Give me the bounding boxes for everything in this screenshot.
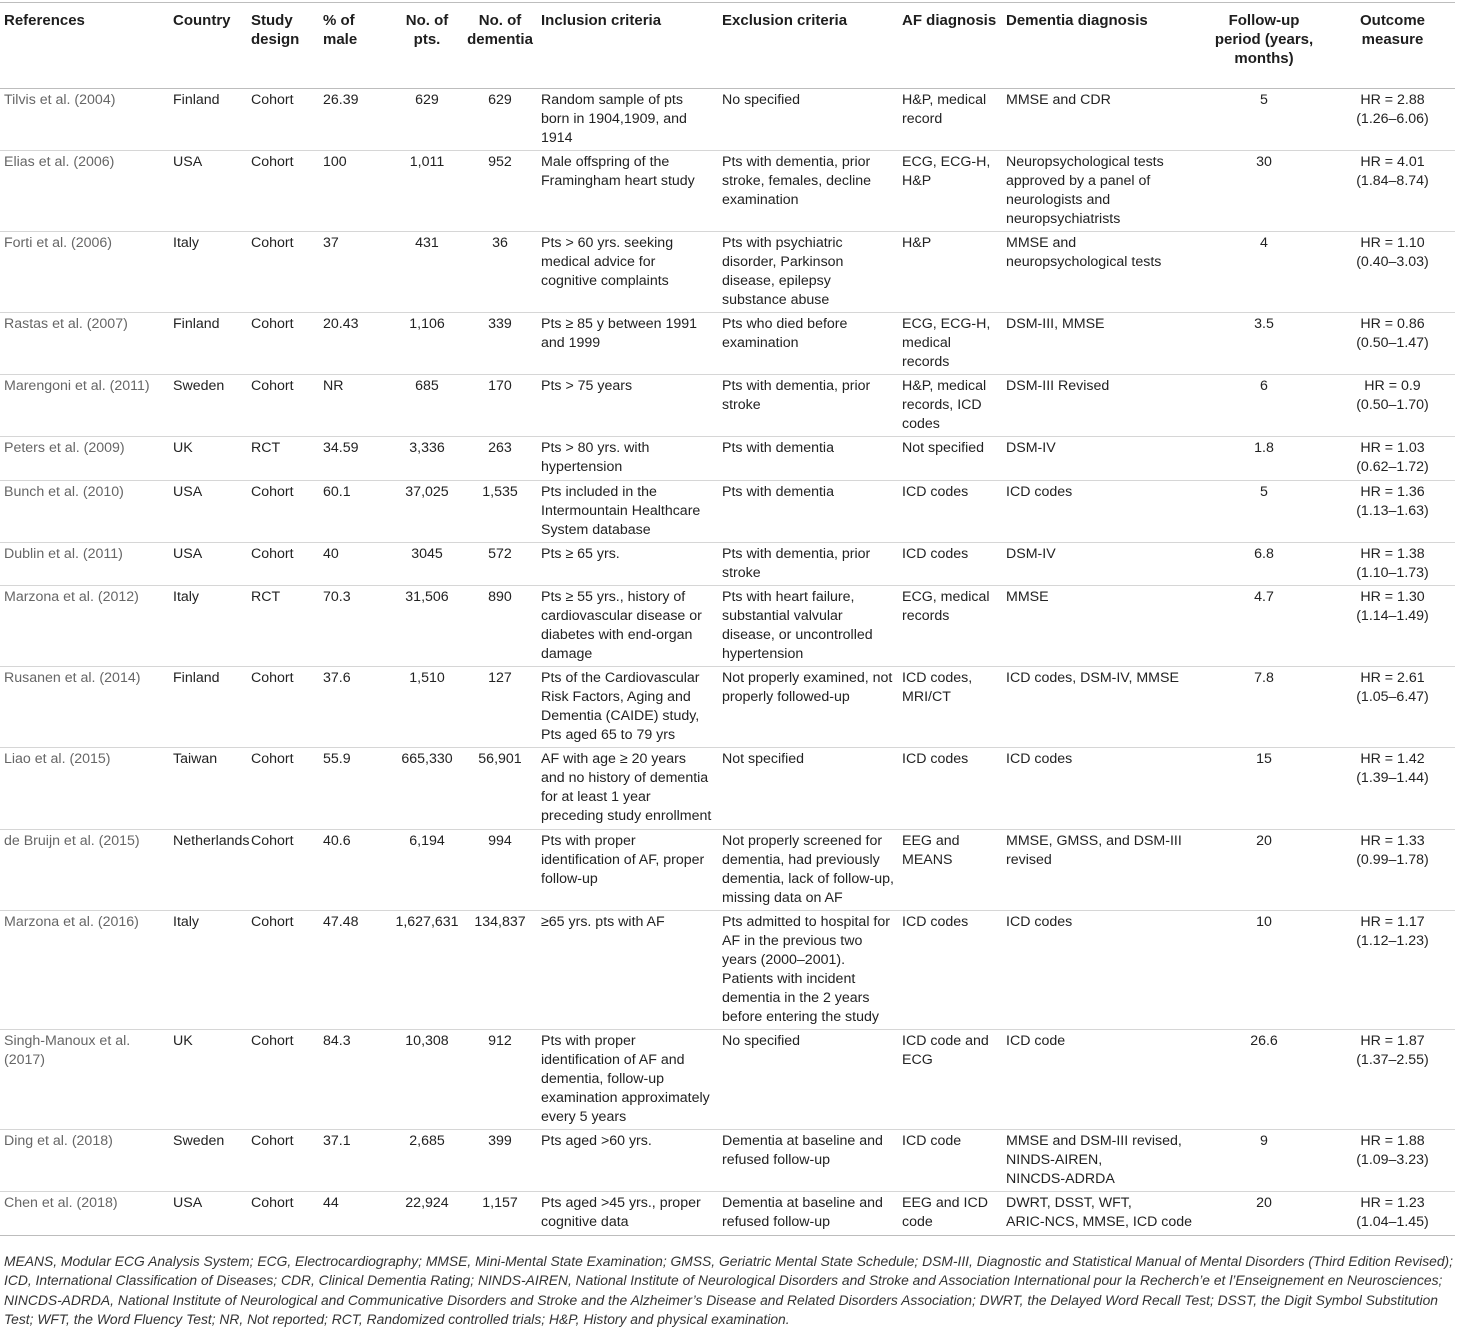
cell-follow-up: 20 <box>1198 1192 1330 1235</box>
cell-country: Finland <box>168 88 246 150</box>
cell-af-diagnosis: ECG, ECG-H, medical records <box>897 313 1001 375</box>
cell-af-diagnosis: ECG, ECG-H, H&P <box>897 150 1001 231</box>
cell-study-design: Cohort <box>246 1192 318 1235</box>
cell-af-diagnosis: EEG and ICD code <box>897 1192 1001 1235</box>
cell-no-dementia: 339 <box>464 313 536 375</box>
cell-af-diagnosis: ICD codes <box>897 542 1001 585</box>
table-row <box>0 1130 1455 1192</box>
cell-pct-male: 40 <box>318 542 390 585</box>
cell-country: UK <box>168 437 246 480</box>
cell-dementia-diagnosis: MMSE and DSM-III revised, NINDS-AIREN, NINCDS-ADRDA <box>1001 1130 1198 1192</box>
cell-reference[interactable]: Liao et al. (2015) <box>0 748 168 829</box>
cell-inclusion-criteria: Pts > 80 yrs. with hypertension <box>536 437 717 480</box>
cell-follow-up: 4 <box>1198 231 1330 312</box>
cell-exclusion-criteria: No specified <box>717 1029 897 1129</box>
cell-exclusion-criteria: Pts with dementia <box>717 480 897 542</box>
cell-outcome-measure: HR = 2.88 (1.26–6.06) <box>1330 88 1455 150</box>
cell-outcome-measure: HR = 1.88 (1.09–3.23) <box>1330 1130 1455 1192</box>
cell-follow-up: 3.5 <box>1198 313 1330 375</box>
header-percent-male: % of male <box>318 3 390 89</box>
cell-af-diagnosis: H&P <box>897 231 1001 312</box>
header-references: References <box>0 3 168 89</box>
cell-country: Sweden <box>168 1130 246 1192</box>
cell-no-pts: 37,025 <box>390 480 464 542</box>
cell-follow-up: 6 <box>1198 375 1330 437</box>
cell-exclusion-criteria: Pts with dementia <box>717 437 897 480</box>
header-number-of-patients: No. of pts. <box>390 3 464 89</box>
cell-study-design: Cohort <box>246 829 318 910</box>
cell-outcome-measure: HR = 1.30 (1.14–1.49) <box>1330 586 1455 667</box>
footnote-line: NINCDS-ADRDA, National Institute of Neurological and Communicative Disorders and Stroke and the Alzheimer’s Disease and Related Disorders Association; DWRT, the Delayed Word Recall Test; DSST, the Digit Symbol Substitution <box>4 1291 1438 1308</box>
cell-study-design: Cohort <box>246 231 318 312</box>
cell-reference[interactable]: Elias et al. (2006) <box>0 150 168 231</box>
cell-af-diagnosis: ICD code and ECG <box>897 1029 1001 1129</box>
cell-study-design: Cohort <box>246 542 318 585</box>
table-row <box>0 231 1455 312</box>
cell-af-diagnosis: ICD codes <box>897 748 1001 829</box>
cell-follow-up: 4.7 <box>1198 586 1330 667</box>
table-row <box>0 437 1455 480</box>
cell-pct-male: 37.6 <box>318 667 390 748</box>
cell-exclusion-criteria: Dementia at baseline and refused follow-up <box>717 1130 897 1192</box>
cell-inclusion-criteria: Pts with proper identification of AF and dementia, follow-up examination approximately every 5 years <box>536 1029 717 1129</box>
cell-study-design: Cohort <box>246 667 318 748</box>
cell-no-dementia: 263 <box>464 437 536 480</box>
cell-no-dementia: 1,157 <box>464 1192 536 1235</box>
data-table <box>0 2 1455 1236</box>
cell-exclusion-criteria: Pts with dementia, prior stroke, females, decline examination <box>717 150 897 231</box>
cell-country: USA <box>168 480 246 542</box>
cell-inclusion-criteria: Pts ≥ 65 yrs. <box>536 542 717 585</box>
cell-no-dementia: 127 <box>464 667 536 748</box>
cell-no-dementia: 952 <box>464 150 536 231</box>
cell-reference[interactable]: Marengoni et al. (2011) <box>0 375 168 437</box>
cell-inclusion-criteria: Pts aged >45 yrs., proper cognitive data <box>536 1192 717 1235</box>
header-exclusion-criteria: Exclusion criteria <box>717 3 897 89</box>
cell-no-pts: 31,506 <box>390 586 464 667</box>
cell-study-design: Cohort <box>246 910 318 1029</box>
table-header <box>0 3 1455 89</box>
header-outcome-measure: Outcome measure <box>1330 3 1455 89</box>
cell-follow-up: 7.8 <box>1198 667 1330 748</box>
header-follow-up-period: Follow-up period (years, months) <box>1198 3 1330 89</box>
cell-no-pts: 629 <box>390 88 464 150</box>
cell-no-dementia: 890 <box>464 586 536 667</box>
cell-country: Italy <box>168 586 246 667</box>
header-study-design: Study design <box>246 3 318 89</box>
cell-study-design: RCT <box>246 437 318 480</box>
cell-dementia-diagnosis: DSM-III Revised <box>1001 375 1198 437</box>
cell-country: USA <box>168 542 246 585</box>
table-footnote <box>4 1252 1456 1329</box>
cell-inclusion-criteria: Pts > 75 years <box>536 375 717 437</box>
cell-exclusion-criteria: Pts with heart failure, substantial valvular disease, or uncontrolled hypertension <box>717 586 897 667</box>
cell-study-design: Cohort <box>246 480 318 542</box>
table-row <box>0 542 1455 585</box>
cell-exclusion-criteria: Pts with psychiatric disorder, Parkinson disease, epilepsy substance abuse <box>717 231 897 312</box>
cell-study-design: RCT <box>246 586 318 667</box>
cell-dementia-diagnosis: ICD codes <box>1001 910 1198 1029</box>
cell-follow-up: 5 <box>1198 480 1330 542</box>
cell-country: Taiwan <box>168 748 246 829</box>
cell-inclusion-criteria: AF with age ≥ 20 years and no history of dementia for at least 1 year preceding study enrollment <box>536 748 717 829</box>
cell-reference[interactable]: Tilvis et al. (2004) <box>0 88 168 150</box>
cell-exclusion-criteria: Not properly screened for dementia, had previously dementia, lack of follow-up, missing data on AF <box>717 829 897 910</box>
cell-inclusion-criteria: Pts ≥ 55 yrs., history of cardiovascular disease or diabetes with end-organ damage <box>536 586 717 667</box>
cell-pct-male: 34.59 <box>318 437 390 480</box>
cell-pct-male: NR <box>318 375 390 437</box>
cell-reference[interactable]: Rastas et al. (2007) <box>0 313 168 375</box>
header-af-diagnosis: AF diagnosis <box>897 3 1001 89</box>
header-number-of-dementia: No. of dementia <box>464 3 536 89</box>
cell-inclusion-criteria: Pts with proper identification of AF, proper follow-up <box>536 829 717 910</box>
cell-no-pts: 1,510 <box>390 667 464 748</box>
table-row <box>0 1029 1455 1129</box>
cell-exclusion-criteria: Pts with dementia, prior stroke <box>717 542 897 585</box>
cell-dementia-diagnosis: MMSE and CDR <box>1001 88 1198 150</box>
header-dementia-diagnosis: Dementia diagnosis <box>1001 3 1198 89</box>
cell-reference[interactable]: Rusanen et al. (2014) <box>0 667 168 748</box>
cell-no-dementia: 572 <box>464 542 536 585</box>
cell-no-dementia: 629 <box>464 88 536 150</box>
table-row <box>0 829 1455 910</box>
cell-country: UK <box>168 1029 246 1129</box>
footnote-line: Test; WFT, the Word Fluency Test; NR, Not reported; RCT, Randomized controlled trials; H&P, History and physical examination. <box>4 1310 790 1327</box>
header-country: Country <box>168 3 246 89</box>
cell-outcome-measure: HR = 1.36 (1.13–1.63) <box>1330 480 1455 542</box>
cell-reference[interactable]: Singh-Manoux et al. (2017) <box>0 1029 168 1129</box>
cell-reference[interactable]: Chen et al. (2018) <box>0 1192 168 1235</box>
cell-dementia-diagnosis: DSM-IV <box>1001 542 1198 585</box>
table-row <box>0 748 1455 829</box>
cell-no-dementia: 56,901 <box>464 748 536 829</box>
cell-follow-up: 6.8 <box>1198 542 1330 585</box>
cell-no-pts: 431 <box>390 231 464 312</box>
cell-no-pts: 22,924 <box>390 1192 464 1235</box>
cell-pct-male: 44 <box>318 1192 390 1235</box>
cell-reference[interactable]: Marzona et al. (2016) <box>0 910 168 1029</box>
cell-outcome-measure: HR = 0.9 (0.50–1.70) <box>1330 375 1455 437</box>
cell-follow-up: 20 <box>1198 829 1330 910</box>
cell-no-pts: 2,685 <box>390 1130 464 1192</box>
cell-dementia-diagnosis: ICD codes <box>1001 748 1198 829</box>
cell-outcome-measure: HR = 2.61 (1.05–6.47) <box>1330 667 1455 748</box>
cell-af-diagnosis: ICD codes, MRI/CT <box>897 667 1001 748</box>
cell-exclusion-criteria: Pts who died before examination <box>717 313 897 375</box>
cell-outcome-measure: HR = 1.38 (1.10–1.73) <box>1330 542 1455 585</box>
cell-inclusion-criteria: Pts ≥ 85 y between 1991 and 1999 <box>536 313 717 375</box>
cell-reference[interactable]: Dublin et al. (2011) <box>0 542 168 585</box>
cell-pct-male: 40.6 <box>318 829 390 910</box>
cell-dementia-diagnosis: DSM-IV <box>1001 437 1198 480</box>
header-row <box>0 3 1455 89</box>
cell-exclusion-criteria: Not properly examined, not properly followed-up <box>717 667 897 748</box>
cell-inclusion-criteria: Male offspring of the Framingham heart study <box>536 150 717 231</box>
cell-follow-up: 15 <box>1198 748 1330 829</box>
cell-country: Italy <box>168 231 246 312</box>
cell-dementia-diagnosis: MMSE, GMSS, and DSM-III revised <box>1001 829 1198 910</box>
cell-outcome-measure: HR = 1.23 (1.04–1.45) <box>1330 1192 1455 1235</box>
table-row <box>0 480 1455 542</box>
cell-no-pts: 665,330 <box>390 748 464 829</box>
cell-af-diagnosis: ECG, medical records <box>897 586 1001 667</box>
cell-follow-up: 10 <box>1198 910 1330 1029</box>
cell-pct-male: 37.1 <box>318 1130 390 1192</box>
cell-no-dementia: 994 <box>464 829 536 910</box>
cell-dementia-diagnosis: MMSE <box>1001 586 1198 667</box>
cell-exclusion-criteria: Not specified <box>717 748 897 829</box>
table-row <box>0 586 1455 667</box>
table-row <box>0 375 1455 437</box>
cell-country: Sweden <box>168 375 246 437</box>
cell-reference[interactable]: Bunch et al. (2010) <box>0 480 168 542</box>
cell-outcome-measure: HR = 1.03 (0.62–1.72) <box>1330 437 1455 480</box>
table-row <box>0 313 1455 375</box>
cell-no-dementia: 36 <box>464 231 536 312</box>
cell-study-design: Cohort <box>246 375 318 437</box>
cell-no-dementia: 134,837 <box>464 910 536 1029</box>
cell-no-dementia: 1,535 <box>464 480 536 542</box>
cell-country: USA <box>168 150 246 231</box>
cell-pct-male: 55.9 <box>318 748 390 829</box>
table-body <box>0 88 1455 1235</box>
table-row <box>0 667 1455 748</box>
cell-dementia-diagnosis: DSM-III, MMSE <box>1001 313 1198 375</box>
cell-country: Italy <box>168 910 246 1029</box>
cell-follow-up: 1.8 <box>1198 437 1330 480</box>
cell-country: USA <box>168 1192 246 1235</box>
cell-no-pts: 1,106 <box>390 313 464 375</box>
cell-follow-up: 30 <box>1198 150 1330 231</box>
cell-no-pts: 6,194 <box>390 829 464 910</box>
cell-outcome-measure: HR = 1.33 (0.99–1.78) <box>1330 829 1455 910</box>
cell-inclusion-criteria: Pts aged >60 yrs. <box>536 1130 717 1192</box>
cell-reference[interactable]: Marzona et al. (2012) <box>0 586 168 667</box>
cell-dementia-diagnosis: ICD code <box>1001 1029 1198 1129</box>
cell-pct-male: 60.1 <box>318 480 390 542</box>
cell-outcome-measure: HR = 1.87 (1.37–2.55) <box>1330 1029 1455 1129</box>
cell-dementia-diagnosis: DWRT, DSST, WFT, ARIC-NCS, MMSE, ICD code <box>1001 1192 1198 1235</box>
cell-inclusion-criteria: ≥65 yrs. pts with AF <box>536 910 717 1029</box>
cell-study-design: Cohort <box>246 150 318 231</box>
cell-reference[interactable]: Ding et al. (2018) <box>0 1130 168 1192</box>
cell-outcome-measure: HR = 1.42 (1.39–1.44) <box>1330 748 1455 829</box>
cell-inclusion-criteria: Random sample of pts born in 1904,1909, and 1914 <box>536 88 717 150</box>
cell-af-diagnosis: H&P, medical record <box>897 88 1001 150</box>
cell-no-pts: 3045 <box>390 542 464 585</box>
cell-no-pts: 1,011 <box>390 150 464 231</box>
cell-no-pts: 3,336 <box>390 437 464 480</box>
cell-outcome-measure: HR = 1.10 (0.40–3.03) <box>1330 231 1455 312</box>
cell-pct-male: 26.39 <box>318 88 390 150</box>
cell-outcome-measure: HR = 0.86 (0.50–1.47) <box>1330 313 1455 375</box>
cell-study-design: Cohort <box>246 1130 318 1192</box>
cell-dementia-diagnosis: ICD codes <box>1001 480 1198 542</box>
table-row <box>0 910 1455 1029</box>
cell-outcome-measure: HR = 1.17 (1.12–1.23) <box>1330 910 1455 1029</box>
cell-no-pts: 1,627,631 <box>390 910 464 1029</box>
cell-country: Finland <box>168 313 246 375</box>
cell-follow-up: 9 <box>1198 1130 1330 1192</box>
table-row <box>0 1192 1455 1235</box>
cell-af-diagnosis: ICD codes <box>897 480 1001 542</box>
cell-study-design: Cohort <box>246 1029 318 1129</box>
cell-study-design: Cohort <box>246 88 318 150</box>
footnote-line: ICD, International Classification of Diseases; CDR, Clinical Dementia Rating; NINDS-AIREN, National Institute of Neurological Disorders and Stroke and Association International pour la Recherch’e et l’Enseignement en Neurosciences; <box>4 1272 1443 1289</box>
cell-pct-male: 100 <box>318 150 390 231</box>
cell-af-diagnosis: H&P, medical records, ICD codes <box>897 375 1001 437</box>
cell-pct-male: 84.3 <box>318 1029 390 1129</box>
cell-pct-male: 70.3 <box>318 586 390 667</box>
cell-dementia-diagnosis: ICD codes, DSM-IV, MMSE <box>1001 667 1198 748</box>
cell-af-diagnosis: EEG and MEANS <box>897 829 1001 910</box>
cell-dementia-diagnosis: MMSE and neuropsychological tests <box>1001 231 1198 312</box>
cell-af-diagnosis: ICD codes <box>897 910 1001 1029</box>
cell-pct-male: 37 <box>318 231 390 312</box>
cell-pct-male: 47.48 <box>318 910 390 1029</box>
cell-exclusion-criteria: Pts admitted to hospital for AF in the previous two years (2000–2001). Patients with incident dementia in the 2 years before entering the study <box>717 910 897 1029</box>
cell-exclusion-criteria: Dementia at baseline and refused follow-up <box>717 1192 897 1235</box>
table-row <box>0 88 1455 150</box>
cell-follow-up: 26.6 <box>1198 1029 1330 1129</box>
cell-follow-up: 5 <box>1198 88 1330 150</box>
cell-outcome-measure: HR = 4.01 (1.84–8.74) <box>1330 150 1455 231</box>
cell-inclusion-criteria: Pts of the Cardiovascular Risk Factors, Aging and Dementia (CAIDE) study, Pts aged 65 to 79 yrs <box>536 667 717 748</box>
cell-country: Netherlands <box>168 829 246 910</box>
cell-reference[interactable]: de Bruijn et al. (2015) <box>0 829 168 910</box>
cell-inclusion-criteria: Pts included in the Intermountain Healthcare System database <box>536 480 717 542</box>
cell-no-pts: 685 <box>390 375 464 437</box>
cell-inclusion-criteria: Pts > 60 yrs. seeking medical advice for cognitive complaints <box>536 231 717 312</box>
cell-no-dementia: 399 <box>464 1130 536 1192</box>
table-row <box>0 150 1455 231</box>
cell-no-pts: 10,308 <box>390 1029 464 1129</box>
cell-no-dementia: 170 <box>464 375 536 437</box>
footnote-line: MEANS, Modular ECG Analysis System; ECG, Electrocardiography; MMSE, Mini-Mental State Examination; GMSS, Geriatric Mental State Schedule; DSM-III, Diagnostic and Statistical Manual of Mental Disorders (Third Edition Revised); <box>4 1253 1454 1269</box>
cell-pct-male: 20.43 <box>318 313 390 375</box>
cell-study-design: Cohort <box>246 748 318 829</box>
cell-no-dementia: 912 <box>464 1029 536 1129</box>
cell-exclusion-criteria: No specified <box>717 88 897 150</box>
header-inclusion-criteria: Inclusion criteria <box>536 3 717 89</box>
cell-study-design: Cohort <box>246 313 318 375</box>
cell-country: Finland <box>168 667 246 748</box>
cell-exclusion-criteria: Pts with dementia, prior stroke <box>717 375 897 437</box>
cell-af-diagnosis: ICD code <box>897 1130 1001 1192</box>
cell-af-diagnosis: Not specified <box>897 437 1001 480</box>
cell-dementia-diagnosis: Neuropsychological tests approved by a panel of neurologists and neuropsychiatrists <box>1001 150 1198 231</box>
cell-reference[interactable]: Peters et al. (2009) <box>0 437 168 480</box>
cell-reference[interactable]: Forti et al. (2006) <box>0 231 168 312</box>
